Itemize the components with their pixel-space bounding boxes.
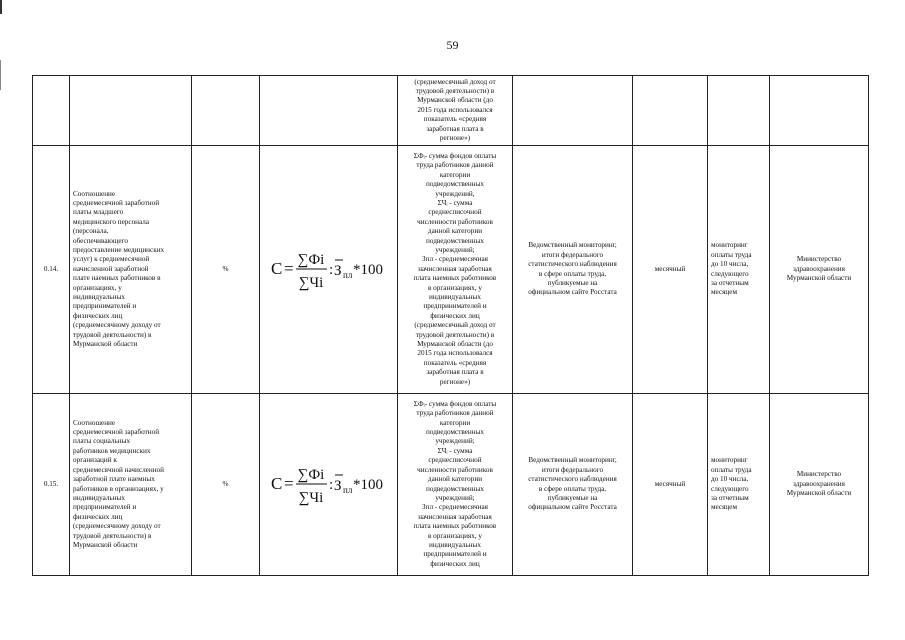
formula-lhs: C: [270, 473, 282, 493]
periodicity: [633, 76, 708, 146]
indicator-table: [32, 75, 869, 576]
unit-cell: %: [192, 146, 260, 394]
data-source: [513, 76, 633, 146]
left-edge-mark-lower: [0, 60, 1, 90]
formula-numerator: ∑Фi: [297, 466, 324, 483]
formula: [269, 462, 389, 508]
responsible-org: [770, 76, 869, 146]
data-source: Ведомственный мониторинг, итоги федерального статистического наблюдения в сфере оплаты труда, публикуемые на официальном сайте Росстата: [513, 394, 633, 576]
periodicity: месячный: [633, 394, 708, 576]
formula-denominator: ∑Чi: [298, 274, 323, 291]
unit-cell: %: [192, 394, 260, 576]
indicator-name: Соотношение среднемесячной заработной платы социальных работников медицинских организаций к среднемесячной начисленной заработной плате наемных работников в организациях, у индивидуальных предпринимателей и физических лиц (среднемесячному доходу от трудовой деятельности) в Мурманской области: [70, 394, 192, 576]
indicator-name: [70, 76, 192, 146]
formula-cell: [260, 394, 398, 576]
responsible-org: Министерство здравоохранения Мурманской области: [770, 146, 869, 394]
formula-colon: :: [328, 476, 333, 493]
deadline: мониторинг оплаты труда до 10 числа, следующего за отчетным месяцем: [708, 394, 770, 576]
table-row: [33, 394, 869, 576]
formula-equals: =: [283, 258, 294, 278]
table-row: [33, 146, 869, 394]
formula-multiplier: *100: [352, 476, 383, 493]
formula-multiplier: *100: [352, 261, 383, 278]
formula-cell: [260, 76, 398, 146]
formula-description: ΣФᵢ- сумма фондов оплаты труда работников данной категории подведомственных учреждений, ΣЧᵢ - сумма среднесписочной численности работников данной категории подведомственных учреждений; Зпл - среднемесячная начисленная заработная плата наемных работников в организациях, у индивидуальных предпринимателей и физических лиц (среднемесячный доход от трудовой деятельности) в Мурманской области (до 2015 года использовался показатель «средняя заработная плата в регионе»): [398, 146, 513, 394]
row-number: 0.14.: [33, 146, 70, 394]
table-row: [33, 76, 869, 146]
deadline: мониторинг оплаты труда до 10 числа, следующего за отчетным месяцем: [708, 146, 770, 394]
indicator-name: Соотношение среднемесячной заработной платы младшего медицинского персонала (персонала, обеспечивающего предоставление медицинских услуг) к среднемесячной начисленной заработной плате наемных работников в организациях, у индивидуальных предпринимателей и физических лиц (среднемесячному доходу от трудовой деятельности) в Мурманской области: [70, 146, 192, 394]
formula-subscript: пл: [342, 269, 352, 280]
formula-numerator: ∑Фi: [297, 251, 324, 268]
unit-cell: [192, 76, 260, 146]
page-number: 59: [446, 38, 459, 52]
periodicity: месячный: [633, 146, 708, 394]
left-edge-mark: [0, 0, 2, 14]
formula-equals: =: [283, 473, 294, 493]
formula-z: З: [333, 262, 342, 279]
row-number: [33, 76, 70, 146]
data-source: Ведомственный мониторинг, итоги федерального статистического наблюдения в сфере оплаты труда, публикуемые на официальном сайте Росстата: [513, 146, 633, 394]
formula-description: ΣФᵢ- сумма фондов оплаты труда работников данной категории подведомственных учреждений; ΣЧᵢ - сумма среднесписочной численности работников данной категории подведомственных учреждений; Зпл - среднемесячная начисленная заработная плата наемных работников в организациях, у индивидуальных предпринимателей и физических лиц: [398, 394, 513, 576]
formula-z: З: [333, 477, 342, 494]
deadline: [708, 76, 770, 146]
formula-colon: :: [328, 261, 333, 278]
formula-cell: [260, 146, 398, 394]
row-number: 0.15.: [33, 394, 70, 576]
responsible-org: Министерство здравоохранения Мурманской области: [770, 394, 869, 576]
formula-subscript: пл: [342, 484, 352, 495]
formula: [269, 247, 389, 293]
formula-description: (среднемесячный доход от трудовой деятельности) в Мурманской области (до 2015 года использовался показатель «средняя заработная плата в регионе»): [398, 76, 513, 146]
formula-lhs: C: [270, 258, 282, 278]
formula-denominator: ∑Чi: [298, 489, 323, 506]
